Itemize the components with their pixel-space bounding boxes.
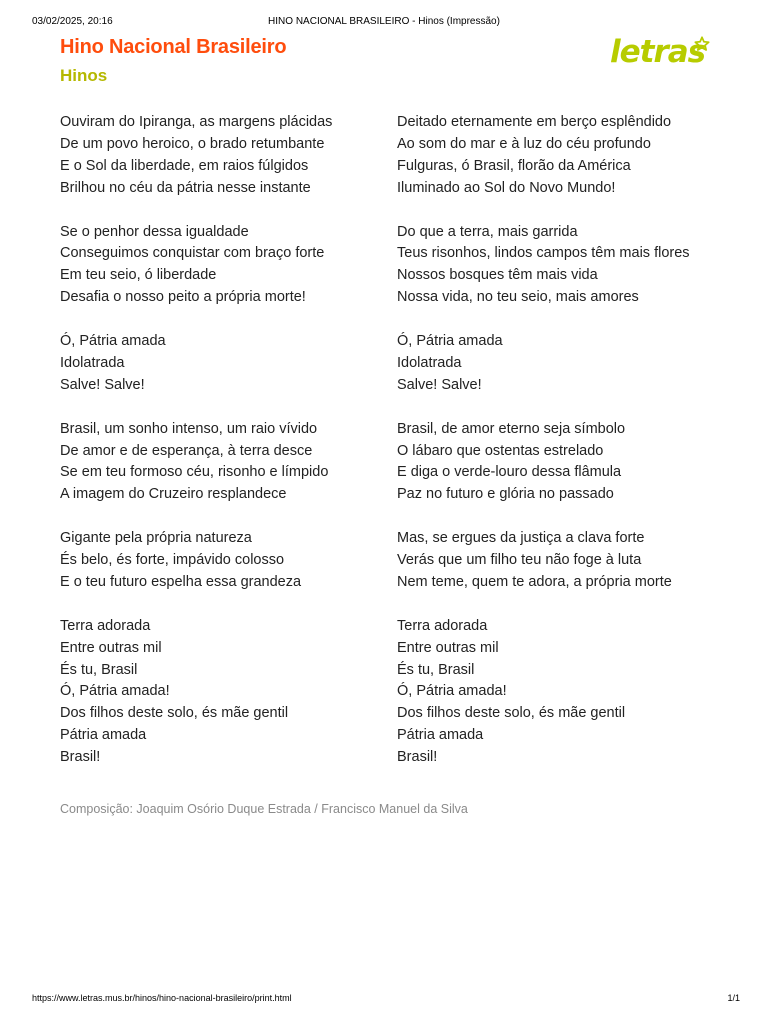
lyrics-line: Mas, se ergues da justiça a clava forte bbox=[397, 530, 645, 547]
lyrics-line: Se o penhor dessa igualdade bbox=[60, 223, 249, 240]
lyrics-line: Brilhou no céu da pátria nesse instante bbox=[60, 179, 311, 196]
page-count: 1/1 bbox=[727, 993, 740, 1003]
lyrics-stanza bbox=[397, 222, 712, 310]
lyrics-line: És belo, és forte, impávido colosso bbox=[60, 552, 285, 569]
lyrics-stanza bbox=[397, 616, 712, 769]
song-artist-link[interactable]: Hinos bbox=[60, 66, 108, 85]
lyrics-line: Salve! Salve! bbox=[397, 376, 482, 393]
lyrics-line: Deitado eternamente em berço esplêndido bbox=[397, 114, 672, 130]
lyrics-stanza bbox=[60, 528, 380, 594]
lyrics-left-column bbox=[60, 112, 380, 791]
lyrics-line: A imagem do Cruzeiro resplandece bbox=[60, 486, 287, 503]
lyrics-line: E o teu futuro espelha essa grandeza bbox=[60, 573, 302, 590]
lyrics-line: Do que a terra, mais garrida bbox=[397, 223, 578, 240]
lyrics-line: E diga o verde-louro dessa flâmula bbox=[397, 464, 622, 481]
lyrics-line: Teus risonhos, lindos campos têm mais flores bbox=[397, 245, 690, 262]
lyrics-stanza bbox=[397, 112, 712, 200]
lyrics-line: Salve! Salve! bbox=[60, 376, 145, 393]
lyrics-line: Brasil, um sonho intenso, um raio vívido bbox=[60, 420, 318, 437]
print-header bbox=[32, 16, 736, 30]
lyrics-line: Dos filhos deste solo, és mãe gentil bbox=[60, 705, 289, 722]
composer-credit: Composição: Joaquim Osório Duque Estrada / Francisco Manuel da Silva bbox=[60, 802, 468, 816]
lyrics-line: Desafia o nosso peito a própria morte! bbox=[60, 289, 306, 306]
lyrics-line: O lábaro que ostentas estrelado bbox=[397, 442, 604, 459]
print-datetime: 03/02/2025, 20:16 bbox=[32, 16, 113, 27]
lyrics-line: Idolatrada bbox=[397, 354, 462, 371]
letras-logo[interactable] bbox=[610, 34, 710, 70]
lyrics-stanza bbox=[60, 222, 380, 310]
lyrics-line: Entre outras mil bbox=[60, 639, 162, 656]
lyrics-line: E o Sol da liberdade, em raios fúlgidos bbox=[60, 157, 309, 174]
print-footer bbox=[32, 993, 740, 1007]
lyrics-line: Pátria amada bbox=[397, 727, 484, 744]
lyrics-line: De um povo heroico, o brado retumbante bbox=[60, 135, 325, 152]
song-title: Hino Nacional Brasileiro bbox=[60, 36, 287, 58]
lyrics-line: Terra adorada bbox=[60, 617, 151, 634]
star-icon bbox=[694, 36, 710, 52]
lyrics-line: Em teu seio, ó liberdade bbox=[60, 267, 217, 284]
lyrics-line: Ao som do mar e à luz do céu profundo bbox=[397, 135, 651, 152]
lyrics-stanza bbox=[397, 331, 712, 397]
lyrics-line: Nossos bosques têm mais vida bbox=[397, 267, 598, 284]
print-url: https://www.letras.mus.br/hinos/hino-nacional-brasileiro/print.html bbox=[32, 993, 292, 1003]
lyrics-line: Verás que um filho teu não foge à luta bbox=[397, 552, 642, 569]
lyrics-stanza bbox=[397, 528, 712, 594]
lyrics-line: Ó, Pátria amada bbox=[397, 333, 503, 350]
lyrics-line: Conseguimos conquistar com braço forte bbox=[60, 245, 325, 262]
lyrics-line: Paz no futuro e glória no passado bbox=[397, 486, 614, 503]
lyrics-line: Nossa vida, no teu seio, mais amores bbox=[397, 289, 639, 306]
lyrics-line: És tu, Brasil bbox=[397, 661, 475, 678]
lyrics-line: Entre outras mil bbox=[397, 639, 499, 656]
lyrics-line: Se em teu formoso céu, risonho e límpido bbox=[60, 464, 329, 481]
lyrics-line: Fulguras, ó Brasil, florão da América bbox=[397, 157, 631, 174]
lyrics-line: Pátria amada bbox=[60, 727, 147, 744]
lyrics-stanza bbox=[60, 112, 380, 200]
lyrics-line: Brasil, de amor eterno seja símbolo bbox=[397, 420, 626, 437]
lyrics-stanza bbox=[397, 419, 712, 507]
lyrics-line: Nem teme, quem te adora, a própria morte bbox=[397, 573, 672, 590]
lyrics-line: Ó, Pátria amada! bbox=[397, 683, 507, 700]
lyrics-line: Ó, Pátria amada! bbox=[60, 683, 170, 700]
lyrics-line: Gigante pela própria natureza bbox=[60, 530, 252, 547]
lyrics-line: Ó, Pátria amada bbox=[60, 333, 166, 350]
lyrics-stanza bbox=[60, 331, 380, 397]
lyrics-line: Dos filhos deste solo, és mãe gentil bbox=[397, 705, 626, 722]
print-page-title: HINO NACIONAL BRASILEIRO - Hinos (Impressão) bbox=[268, 16, 500, 27]
lyrics-line: Iluminado ao Sol do Novo Mundo! bbox=[397, 179, 616, 196]
lyrics-line: Brasil! bbox=[60, 749, 101, 766]
lyrics-line: Terra adorada bbox=[397, 617, 488, 634]
lyrics-stanza bbox=[60, 419, 380, 507]
lyrics-line: De amor e de esperança, à terra desce bbox=[60, 442, 313, 459]
logo-text: letras bbox=[610, 34, 706, 70]
lyrics-stanza bbox=[60, 616, 380, 769]
lyrics-line: Idolatrada bbox=[60, 354, 125, 371]
lyrics-line: És tu, Brasil bbox=[60, 661, 138, 678]
lyrics-line: Brasil! bbox=[397, 749, 438, 766]
lyrics-line: Ouviram do Ipiranga, as margens plácidas bbox=[60, 114, 333, 130]
lyrics-right-column bbox=[397, 112, 712, 791]
